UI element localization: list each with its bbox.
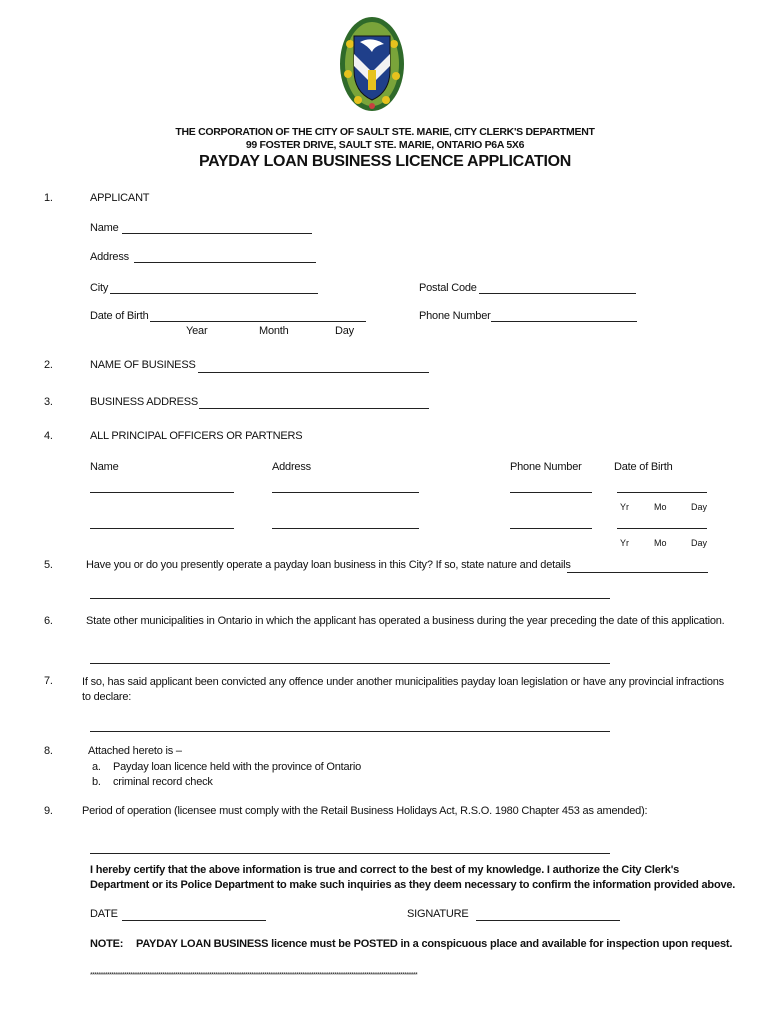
header-address-line: 99 FOSTER DRIVE, SAULT STE. MARIE, ONTARIO P6A 5X6 — [245, 139, 525, 151]
business-name-field[interactable] — [198, 372, 429, 373]
section-2-number: 2. — [44, 359, 53, 371]
section-4-heading: ALL PRINCIPAL OFFICERS OR PARTNERS — [90, 430, 303, 442]
officer-1-dob-field[interactable] — [617, 492, 707, 493]
business-address-label: BUSINESS ADDRESS — [90, 396, 199, 408]
officer-2-day-caption: Day — [691, 538, 708, 548]
business-name-label: NAME OF BUSINESS — [90, 359, 196, 371]
section-7-field[interactable] — [90, 731, 610, 732]
section-1-number: 1. — [44, 192, 53, 204]
officer-2-yr-caption: Yr — [620, 538, 629, 548]
section-6-number: 6. — [44, 615, 53, 627]
applicant-address-label: Address — [90, 251, 129, 263]
section-6-field[interactable] — [90, 663, 610, 664]
footer-divider: ********************************************************************************************************************************************************** — [90, 972, 418, 979]
section-8-text: Attached hereto is – — [88, 745, 182, 757]
officer-2-name-field[interactable] — [90, 528, 234, 529]
date-label: DATE — [90, 908, 118, 920]
city-crest-icon — [338, 14, 406, 114]
section-7-question: If so, has said applicant been convicted any offence under another municipalities payday loan legislation or have any provincial infractions to declare: — [82, 676, 724, 703]
certify-line-1: I hereby certify that the above information is true and correct to the best of my knowledge. I authorize the City Clerk's — [90, 864, 680, 876]
section-5-number: 5. — [44, 559, 53, 571]
section-5-field-inline[interactable] — [567, 572, 708, 573]
applicant-address-field[interactable] — [134, 262, 316, 263]
applicant-phone-field[interactable] — [491, 321, 637, 322]
applicant-postal-field[interactable] — [479, 293, 636, 294]
section-7-number: 7. — [44, 675, 53, 687]
section-6-question: State other municipalities in Ontario in which the applicant has operated a business during the year preceding the date of this application. — [86, 615, 725, 627]
date-field[interactable] — [122, 920, 266, 921]
applicant-dob-label: Date of Birth — [90, 310, 149, 322]
officer-1-yr-caption: Yr — [620, 502, 629, 512]
officer-1-day-caption: Day — [691, 502, 708, 512]
note-text: PAYDAY LOAN BUSINESS licence must be POSTED in a conspicuous place and available for inspection upon request. — [136, 938, 733, 950]
section-5-question: Have you or do you presently operate a payday loan business in this City? If so, state nature and details — [86, 559, 571, 571]
section-1-heading: APPLICANT — [90, 192, 150, 204]
business-address-field[interactable] — [199, 408, 429, 409]
signature-field[interactable] — [476, 920, 620, 921]
section-9-text: Period of operation (licensee must comply with the Retail Business Holidays Act, R.S.O. 1980 Chapter 453 as amended): — [82, 805, 648, 817]
officer-2-dob-field[interactable] — [617, 528, 707, 529]
section-8-item-b-label: b. — [92, 776, 101, 788]
applicant-phone-label: Phone Number — [419, 310, 491, 322]
section-8-item-b-text: criminal record check — [113, 776, 213, 788]
applicant-dob-field[interactable] — [150, 321, 366, 322]
dob-day-caption: Day — [335, 325, 354, 337]
officer-address-header: Address — [272, 461, 311, 473]
section-8-item-a-text: Payday loan licence held with the province of Ontario — [113, 761, 362, 773]
section-5-field[interactable] — [90, 598, 610, 599]
dob-year-caption: Year — [186, 325, 208, 337]
section-9-field[interactable] — [90, 853, 610, 854]
signature-label: SIGNATURE — [407, 908, 469, 920]
applicant-name-field[interactable] — [122, 233, 312, 234]
officer-dob-header: Date of Birth — [614, 461, 673, 473]
section-3-number: 3. — [44, 396, 53, 408]
header-org-line: THE CORPORATION OF THE CITY OF SAULT STE. MARIE, CITY CLERK'S DEPARTMENT — [175, 126, 595, 138]
dob-month-caption: Month — [259, 325, 289, 337]
section-8-item-a-label: a. — [92, 761, 101, 773]
applicant-city-label: City — [90, 282, 109, 294]
officer-1-name-field[interactable] — [90, 492, 234, 493]
certify-line-2: Department or its Police Department to make such inquiries as they deem necessary to confirm the information provided above. — [90, 879, 736, 891]
section-4-number: 4. — [44, 430, 53, 442]
officer-1-phone-field[interactable] — [510, 492, 592, 493]
applicant-city-field[interactable] — [110, 293, 318, 294]
applicant-name-label: Name — [90, 222, 119, 234]
section-9-number: 9. — [44, 805, 53, 817]
officer-2-mo-caption: Mo — [654, 538, 667, 548]
officer-phone-header: Phone Number — [510, 461, 582, 473]
note-label: NOTE: — [90, 938, 124, 950]
officer-2-address-field[interactable] — [272, 528, 419, 529]
section-8-number: 8. — [44, 745, 53, 757]
applicant-postal-label: Postal Code — [419, 282, 477, 294]
officer-2-phone-field[interactable] — [510, 528, 592, 529]
officer-1-mo-caption: Mo — [654, 502, 667, 512]
officer-1-address-field[interactable] — [272, 492, 419, 493]
page-title: PAYDAY LOAN BUSINESS LICENCE APPLICATION — [198, 153, 572, 170]
officer-name-header: Name — [90, 461, 119, 473]
